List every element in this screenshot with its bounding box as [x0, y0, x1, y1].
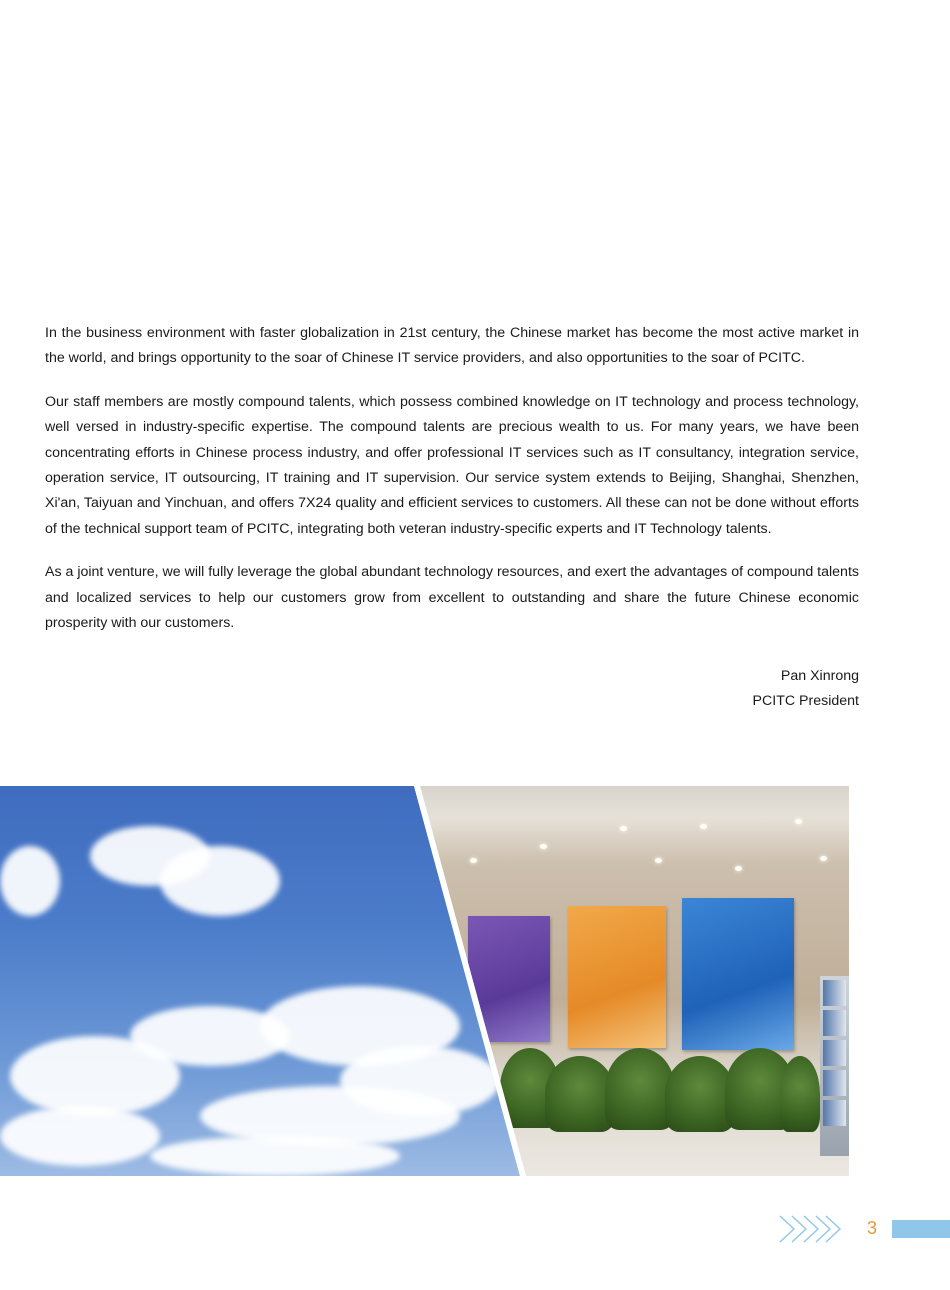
signature-name: Pan Xinrong: [780, 668, 859, 684]
signature-title: PCITC President: [752, 693, 859, 710]
footer-accent-bar: [892, 1220, 950, 1238]
brochure-rack: [820, 976, 849, 1156]
orange-poster: [568, 906, 666, 1048]
letter-body: [45, 321, 859, 654]
signature-block: [753, 664, 859, 715]
paragraph-1: In the business environment with faster globalization in 21st century, the Chinese market has become the most active market in the world, and brings opportunity to the soar of Chinese IT service providers, and also opportunities to the soar of PCITC.: [45, 325, 859, 367]
blue-poster: [682, 898, 794, 1050]
paragraph-3: As a joint venture, we will fully leverage the global abundant technology resources, and exert the advantages of compound talents and localized services to help our customers grow from excellent to outstanding and share the future Chinese economic prosperity with our customers.: [45, 564, 859, 632]
chevron-arrows-icon: [778, 1214, 842, 1244]
photo-band: [0, 786, 849, 1176]
page-number: 3: [867, 1218, 878, 1238]
paragraph-2: Our staff members are mostly compound talents, which possess combined knowledge on IT technology and process technology, well versed in industry-specific expertise. The compound talents are precious wealth to us. For many years, we have been concentrating efforts in Chinese process industry, and offer professional IT services such as IT consultancy, integration service, operation service, IT outsourcing, IT training and IT supervision. Our service system extends to Beijing, Shanghai, Shenzhen, Xi'an, Taiyuan and Yinchuan, and offers 7X24 quality and efficient services to customers. All these can not be done without efforts of the technical support team of PCITC, integrating both veteran industry-specific experts and IT Technology talents.: [45, 393, 859, 537]
